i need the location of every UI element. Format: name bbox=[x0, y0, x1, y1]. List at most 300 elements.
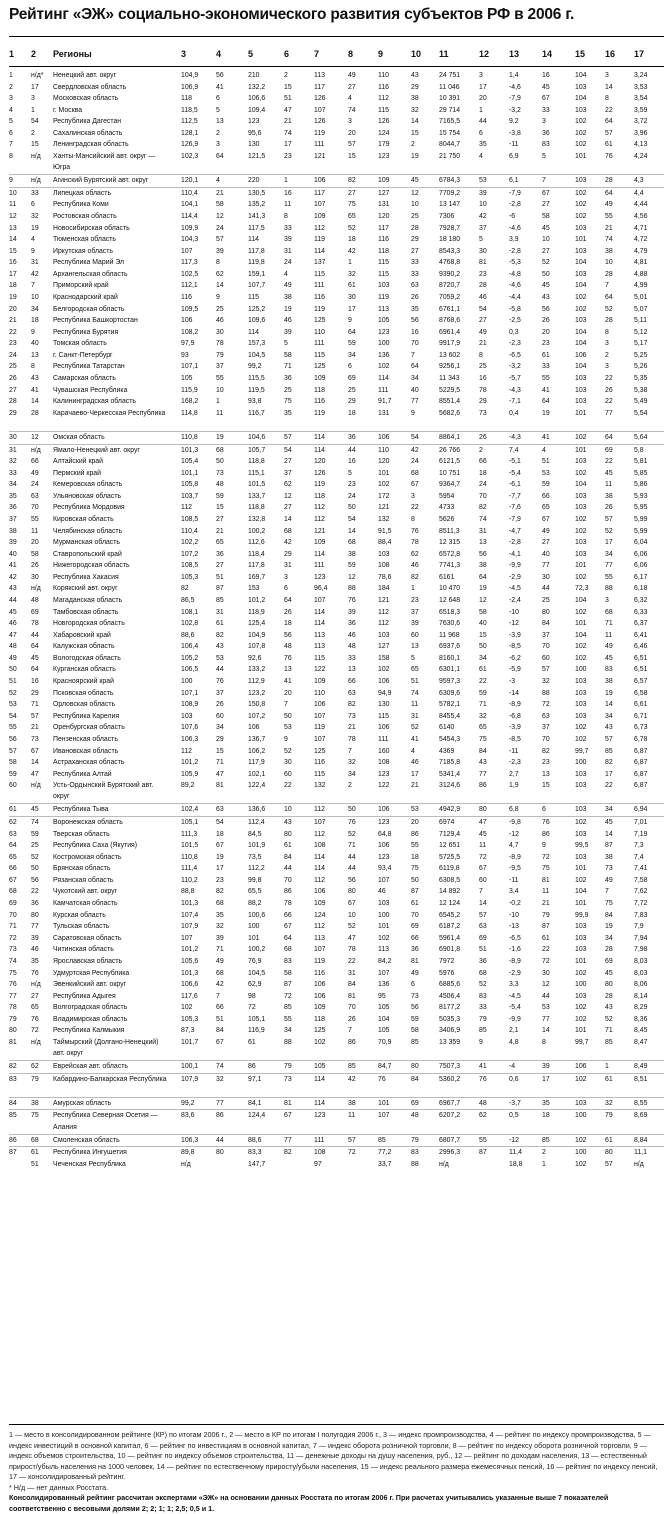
cell-investment-rank: 36 bbox=[284, 375, 292, 383]
cell-construction-index: 115 bbox=[378, 106, 389, 114]
cell-consolidated: 4,4 bbox=[634, 189, 644, 197]
cell-growth-rank: 52 bbox=[542, 259, 550, 267]
cell-retail-index: 106 bbox=[314, 177, 326, 185]
cell-construction-index: 114 bbox=[378, 375, 389, 383]
table-row bbox=[9, 361, 664, 373]
cell-investment-rank: 11 bbox=[284, 201, 292, 209]
cell-investment-rank: 27 bbox=[284, 504, 292, 512]
cell-income: 9364,7 bbox=[439, 481, 461, 489]
cell-construction-index: 101 bbox=[378, 923, 390, 931]
cell-construction-rank: 61 bbox=[411, 900, 419, 908]
cell-growth-rank: 53 bbox=[542, 469, 550, 477]
column-header-investment-rank: 6 bbox=[284, 49, 290, 59]
table-row bbox=[9, 863, 664, 875]
cell-pension-index: 103 bbox=[575, 946, 587, 954]
cell-consolidated: 7,9 bbox=[634, 923, 644, 931]
cell-investment-rank: 58 bbox=[284, 969, 292, 977]
cell-growth-rank: 83 bbox=[542, 141, 550, 149]
cell-pension-index: 102 bbox=[575, 1160, 587, 1168]
cell-investment-index: 115,1 bbox=[248, 469, 265, 477]
cell-retail-index: 123 bbox=[314, 573, 326, 581]
cell-income: 6518,3 bbox=[439, 608, 461, 616]
cell-pension-index: 100 bbox=[575, 981, 587, 989]
cell-industry-rank: 60 bbox=[216, 712, 224, 720]
cell-construction-index: 102 bbox=[378, 666, 390, 674]
cell-income: 6121,5 bbox=[439, 458, 461, 466]
cell-growth-rank: 27 bbox=[542, 539, 550, 547]
cell-construction-index: 106 bbox=[378, 678, 390, 686]
cell-pension-index: 101 bbox=[575, 409, 587, 417]
cell-construction-index: 103 bbox=[378, 631, 390, 639]
cell-industry-rank: 56 bbox=[216, 72, 224, 79]
cell-retail-rank: 67 bbox=[348, 900, 356, 908]
cell-construction-rank: 52 bbox=[411, 724, 419, 732]
cell-region: Карачаево-Черкесская Республика bbox=[53, 409, 166, 417]
cell-investment-index: 136,7 bbox=[248, 735, 266, 743]
cell-consolidated: 6,78 bbox=[634, 735, 648, 743]
cell-industry-rank: 50 bbox=[216, 458, 224, 466]
cell-industry-index: 110,2 bbox=[181, 876, 198, 884]
cell-half-year-rank: 55 bbox=[31, 515, 39, 523]
cell-rank: 16 bbox=[9, 259, 17, 267]
cell-retail-index: 112 bbox=[314, 876, 325, 884]
cell-industry-index: 101,1 bbox=[181, 469, 199, 477]
cell-pension-index: 103 bbox=[575, 247, 587, 255]
cell-construction-index: 113 bbox=[378, 946, 389, 954]
cell-pension-index: 103 bbox=[575, 224, 587, 232]
cell-industry-rank: 3 bbox=[216, 141, 220, 149]
cell-growth-rank: 5 bbox=[542, 153, 546, 161]
cell-rank: 55 bbox=[9, 724, 17, 732]
cell-natural-growth: -8,9 bbox=[509, 853, 521, 861]
table-row bbox=[9, 1014, 664, 1026]
cell-retail-index: 106 bbox=[314, 701, 326, 709]
cell-pension-index: 102 bbox=[575, 1075, 587, 1083]
cell-pension-index: 102 bbox=[575, 876, 587, 884]
cell-retail-rank: 27 bbox=[348, 189, 356, 197]
cell-investment-index: 100 bbox=[248, 923, 260, 931]
cell-construction-rank: 87 bbox=[411, 888, 419, 896]
cell-consolidated: 4,81 bbox=[634, 259, 648, 267]
cell-industry-rank: 35 bbox=[216, 911, 224, 919]
cell-pension-index: 103 bbox=[575, 701, 587, 709]
cell-pension-rank: 79 bbox=[605, 1112, 613, 1120]
cell-industry-rank: 51 bbox=[216, 1015, 224, 1023]
cell-retail-rank: 1 bbox=[348, 259, 352, 267]
cell-pension-rank: 64 bbox=[605, 118, 613, 126]
cell-retail-index: 114 bbox=[314, 247, 325, 255]
cell-construction-rank: 6 bbox=[411, 981, 415, 989]
cell-investment-rank: 66 bbox=[284, 911, 292, 919]
cell-industry-rank: 9 bbox=[216, 293, 220, 301]
column-header-industry-index: 3 bbox=[181, 49, 187, 59]
cell-region: Рязанская область bbox=[53, 876, 114, 884]
cell-construction-rank: 11 bbox=[411, 701, 419, 709]
cell-construction-index: 100 bbox=[378, 340, 390, 348]
cell-growth-rank: 57 bbox=[542, 666, 550, 674]
cell-pension-index: 102 bbox=[575, 201, 587, 209]
cell-region: Липецкая область bbox=[53, 189, 112, 197]
cell-industry-rank: 84 bbox=[216, 1027, 224, 1035]
cell-investment-rank: 67 bbox=[284, 1112, 292, 1120]
cell-income: 5976 bbox=[439, 969, 455, 977]
cell-industry-index: 112 bbox=[181, 504, 192, 512]
cell-rank: 80 bbox=[9, 1027, 17, 1035]
cell-retail-index: 107 bbox=[314, 735, 326, 743]
cell-income-rank: 68 bbox=[479, 969, 487, 977]
cell-construction-rank: 84 bbox=[411, 1075, 419, 1083]
table-row bbox=[9, 840, 664, 852]
cell-investment-rank: 82 bbox=[284, 1149, 292, 1157]
cell-investment-index: 147,7 bbox=[248, 1160, 266, 1168]
cell-construction-index: 64,8 bbox=[378, 830, 392, 838]
cell-industry-rank: 73 bbox=[216, 469, 224, 477]
cell-investment-index: 169,7 bbox=[248, 573, 266, 581]
cell-pension-rank: 57 bbox=[605, 515, 613, 523]
cell-pension-index: 103 bbox=[575, 770, 587, 778]
cell-consolidated: 6,87 bbox=[634, 759, 648, 767]
cell-pension-rank: 64 bbox=[605, 433, 613, 441]
cell-natural-growth: -4,3 bbox=[509, 433, 521, 441]
cell-income: 8864,1 bbox=[439, 433, 461, 441]
cell-industry-index: 101,3 bbox=[181, 446, 199, 454]
cell-investment-rank: 56 bbox=[284, 631, 292, 639]
cell-half-year-rank: н/д* bbox=[31, 72, 44, 79]
cell-industry-index: 112 bbox=[181, 747, 192, 755]
cell-investment-index: 99,8 bbox=[248, 876, 262, 884]
cell-rank: 44 bbox=[9, 597, 17, 605]
cell-natural-growth: -7,9 bbox=[509, 189, 521, 197]
cell-construction-index: 103 bbox=[378, 900, 390, 908]
cell-consolidated: 3,72 bbox=[634, 118, 648, 126]
table-row bbox=[9, 968, 664, 980]
cell-natural-growth: 4,7 bbox=[509, 842, 519, 850]
cell-investment-index: 101,5 bbox=[248, 481, 266, 489]
cell-region: Воронежская область bbox=[53, 819, 123, 826]
cell-construction-rank: 7 bbox=[411, 351, 415, 359]
cell-investment-index: 123,2 bbox=[248, 689, 266, 697]
cell-pension-index: 99,9 bbox=[575, 911, 589, 919]
cell-rank: 64 bbox=[9, 842, 17, 850]
cell-industry-rank: 17 bbox=[216, 865, 224, 873]
cell-retail-rank: 76 bbox=[348, 597, 356, 605]
cell-consolidated: 6,17 bbox=[634, 573, 648, 581]
cell-natural-growth: -1,6 bbox=[509, 946, 521, 954]
cell-pension-rank: 87 bbox=[605, 842, 613, 850]
cell-retail-rank: 65 bbox=[348, 212, 356, 220]
cell-construction-rank: 83 bbox=[411, 1149, 419, 1157]
cell-industry-rank: 29 bbox=[216, 735, 224, 743]
table-row bbox=[9, 607, 664, 619]
cell-income: 7709,2 bbox=[439, 189, 461, 197]
cell-consolidated: 11,1 bbox=[634, 1149, 647, 1157]
cell-rank: 24 bbox=[9, 351, 17, 359]
table-row bbox=[9, 933, 664, 945]
cell-rank: 26 bbox=[9, 375, 17, 383]
cell-retail-rank: 34 bbox=[348, 351, 356, 359]
cell-income: 5035,3 bbox=[439, 1015, 461, 1023]
cell-industry-rank: 43 bbox=[216, 643, 224, 651]
cell-region: Агинский Бурятский авт. округ bbox=[53, 177, 149, 185]
cell-region: Ленинградская область bbox=[53, 141, 129, 149]
cell-half-year-rank: 47 bbox=[31, 770, 39, 778]
cell-industry-index: 86,5 bbox=[181, 597, 195, 605]
cell-construction-index: 94,9 bbox=[378, 689, 392, 697]
cell-half-year-rank: 34 bbox=[31, 305, 39, 313]
cell-investment-rank: 1 bbox=[284, 177, 288, 185]
cell-rank: 17 bbox=[9, 270, 17, 278]
cell-retail-rank: 63 bbox=[348, 689, 356, 697]
cell-investment-rank: 34 bbox=[284, 1027, 292, 1035]
cell-industry-index: 107 bbox=[181, 934, 193, 942]
cell-industry-rank: 74 bbox=[216, 1063, 224, 1071]
cell-half-year-rank: 13 bbox=[31, 351, 39, 359]
cell-industry-index: 106,6 bbox=[181, 981, 199, 989]
cell-construction-rank: 8 bbox=[411, 515, 415, 523]
cell-retail-rank: 82 bbox=[348, 177, 356, 185]
cell-region: Чеченская Республика bbox=[53, 1160, 126, 1168]
cell-pension-rank: 64 bbox=[605, 189, 613, 197]
cell-region: Республика Северная Осетия — Алания bbox=[53, 1112, 158, 1131]
cell-consolidated: 6,51 bbox=[634, 654, 648, 662]
cell-construction-rank: 64 bbox=[411, 363, 419, 371]
cell-pension-rank: 32 bbox=[605, 1099, 613, 1107]
cell-investment-rank: 16 bbox=[284, 189, 292, 197]
cell-industry-index: 112,5 bbox=[181, 118, 198, 126]
cell-income-rank: 4 bbox=[479, 153, 483, 161]
cell-pension-rank: 61 bbox=[605, 141, 613, 149]
cell-industry-index: 105,2 bbox=[181, 654, 199, 662]
cell-investment-index: 65,5 bbox=[248, 888, 262, 896]
cell-industry-index: 114,8 bbox=[181, 409, 198, 417]
cell-half-year-rank: 74 bbox=[31, 819, 39, 826]
cell-retail-index: 102 bbox=[314, 1038, 326, 1046]
cell-retail-rank: 52 bbox=[348, 830, 356, 838]
cell-retail-index: 111 bbox=[314, 340, 325, 348]
cell-income: 4733 bbox=[439, 504, 455, 512]
cell-pension-index: 99,7 bbox=[575, 1038, 589, 1046]
cell-construction-index: 91,5 bbox=[378, 527, 392, 535]
cell-pension-index: 102 bbox=[575, 1136, 587, 1144]
cell-half-year-rank: 24 bbox=[31, 481, 39, 489]
cell-investment-rank: 37 bbox=[284, 469, 292, 477]
table-row bbox=[9, 292, 664, 304]
table-row bbox=[9, 653, 664, 665]
cell-rank: 46 bbox=[9, 620, 17, 628]
cell-construction-index: 101 bbox=[378, 1099, 390, 1107]
cell-investment-index: 125,2 bbox=[248, 305, 266, 313]
cell-investment-index: 135,2 bbox=[248, 201, 266, 209]
cell-construction-rank: 59 bbox=[411, 1015, 419, 1023]
cell-income: 7059,2 bbox=[439, 293, 461, 301]
cell-investment-rank: 23 bbox=[284, 153, 292, 161]
cell-half-year-rank: 58 bbox=[31, 550, 39, 558]
cell-growth-rank: 88 bbox=[542, 689, 550, 697]
cell-industry-index: 114,4 bbox=[181, 212, 198, 220]
cell-pension-rank: 82 bbox=[605, 759, 613, 767]
cell-retail-index: 114 bbox=[314, 433, 325, 441]
table-row bbox=[9, 338, 664, 350]
page-title: Рейтинг «ЭЖ» социально-экономического развития субъектов РФ в 2006 г. bbox=[9, 6, 575, 23]
cell-consolidated: 8,06 bbox=[634, 981, 648, 989]
cell-industry-rank: 15 bbox=[216, 747, 224, 755]
table-row bbox=[9, 688, 664, 700]
cell-consolidated: 4,72 bbox=[634, 236, 648, 244]
cell-region: Тюменская область bbox=[53, 236, 116, 244]
column-header-retail-index: 7 bbox=[314, 49, 320, 59]
cell-natural-growth: -0,2 bbox=[509, 900, 521, 908]
cell-region: Пензенская область bbox=[53, 735, 118, 743]
cell-income: 12 315 bbox=[439, 539, 461, 547]
cell-consolidated: 6,71 bbox=[634, 712, 648, 720]
cell-consolidated: 4,71 bbox=[634, 224, 648, 232]
cell-growth-rank: 37 bbox=[542, 631, 550, 639]
cell-natural-growth: -4,3 bbox=[509, 386, 521, 394]
cell-income-rank: 49 bbox=[479, 328, 487, 336]
cell-investment-index: 109,6 bbox=[248, 317, 266, 325]
cell-construction-rank: 76 bbox=[411, 527, 419, 535]
table-row bbox=[9, 676, 664, 688]
cell-retail-rank: 42 bbox=[348, 1075, 356, 1083]
cell-retail-index: 107 bbox=[314, 946, 326, 954]
cell-pension-rank: 22 bbox=[605, 782, 613, 790]
cell-half-year-rank: 64 bbox=[31, 666, 39, 674]
cell-investment-index: 136,6 bbox=[248, 806, 266, 814]
cell-region: Сахалинская область bbox=[53, 129, 123, 137]
cell-construction-index: 100 bbox=[378, 911, 390, 919]
cell-retail-rank: 49 bbox=[348, 72, 356, 79]
cell-natural-growth: -5,4 bbox=[509, 469, 521, 477]
cell-construction-index: 179 bbox=[378, 141, 390, 149]
cell-income: 5682,6 bbox=[439, 409, 461, 417]
cell-retail-rank: 15 bbox=[348, 153, 356, 161]
cell-rank: 52 bbox=[9, 689, 17, 697]
cell-pension-rank: 71 bbox=[605, 620, 613, 628]
cell-consolidated: 6,94 bbox=[634, 806, 648, 814]
cell-consolidated: 7,62 bbox=[634, 888, 648, 896]
cell-half-year-rank: 78 bbox=[31, 620, 39, 628]
cell-half-year-rank: 64 bbox=[31, 643, 39, 651]
cell-pension-rank: 3 bbox=[605, 340, 609, 348]
cell-retail-rank: 32 bbox=[348, 270, 356, 278]
cell-retail-index: 119 bbox=[314, 724, 325, 732]
cell-natural-growth: -9,9 bbox=[509, 1015, 521, 1023]
cell-pension-index: 103 bbox=[575, 317, 587, 325]
cell-investment-rank: 21 bbox=[284, 118, 292, 126]
cell-income-rank: 55 bbox=[479, 1136, 487, 1144]
cell-industry-rank: 18 bbox=[216, 830, 224, 838]
cell-retail-rank: 82 bbox=[348, 701, 356, 709]
cell-consolidated: 7,4 bbox=[634, 853, 644, 861]
cell-retail-rank: 61 bbox=[348, 282, 356, 290]
cell-industry-rank: 37 bbox=[216, 363, 224, 371]
table-row bbox=[9, 139, 664, 151]
cell-rank: 19 bbox=[9, 293, 17, 301]
cell-pension-rank: 43 bbox=[605, 724, 613, 732]
cell-pension-index: 102 bbox=[575, 515, 587, 523]
cell-region: Омская область bbox=[53, 433, 105, 441]
cell-retail-index: 111 bbox=[314, 1136, 325, 1144]
cell-investment-index: 112,4 bbox=[248, 819, 265, 826]
cell-income-rank: 35 bbox=[479, 141, 487, 149]
cell-growth-rank: 44 bbox=[542, 992, 550, 1000]
cell-rank: 36 bbox=[9, 504, 17, 512]
cell-income: 8455,4 bbox=[439, 712, 461, 720]
cell-construction-index: 120 bbox=[378, 458, 390, 466]
column-header-growth-rank: 14 bbox=[542, 49, 553, 59]
cell-construction-rank: 70 bbox=[411, 911, 419, 919]
cell-industry-rank: 19 bbox=[216, 853, 224, 861]
column-header-natural-growth: 13 bbox=[509, 49, 520, 59]
cell-industry-rank: 51 bbox=[216, 573, 224, 581]
cell-retail-rank: 68 bbox=[348, 539, 356, 547]
cell-rank: 47 bbox=[9, 631, 17, 639]
cell-investment-rank: 74 bbox=[284, 129, 292, 137]
cell-investment-rank: 47 bbox=[284, 106, 292, 114]
cell-retail-rank: 11 bbox=[348, 1112, 356, 1120]
cell-industry-index: 107,2 bbox=[181, 550, 199, 558]
cell-industry-index: 106,3 bbox=[181, 1136, 199, 1144]
cell-investment-index: 116,7 bbox=[248, 409, 265, 417]
cell-rank: 86 bbox=[9, 1136, 17, 1144]
cell-retail-rank: 4 bbox=[348, 95, 352, 103]
cell-construction-index: 108 bbox=[378, 562, 390, 570]
cell-construction-rank: 46 bbox=[411, 562, 419, 570]
cell-region: Кабардино-Балкарская Республика bbox=[53, 1075, 167, 1083]
cell-pension-rank: 28 bbox=[605, 270, 613, 278]
cell-half-year-rank: 75 bbox=[31, 1112, 39, 1120]
cell-income-rank: 73 bbox=[479, 409, 487, 417]
cell-rank: 10 bbox=[9, 189, 17, 197]
cell-half-year-rank: 70 bbox=[31, 504, 39, 512]
cell-investment-rank: 42 bbox=[284, 539, 292, 547]
cell-income-rank: 86 bbox=[479, 782, 487, 790]
cell-income-rank: 70 bbox=[479, 492, 487, 500]
method-note: Консолидированный рейтинг рассчитан экспертами «ЭЖ» на основании данных Росстата по итогам 2006 г. При расчетах учитывались указанные выше 7 показателей соответственно с весовыми долями 2; 2; 1; 1; 2,5; 0,5 и 1. bbox=[9, 1493, 609, 1513]
cell-investment-index: 117,9 bbox=[248, 759, 265, 767]
cell-industry-rank: 55 bbox=[216, 375, 224, 383]
cell-consolidated: 5,26 bbox=[634, 363, 648, 371]
cell-investment-index: 104,6 bbox=[248, 433, 266, 441]
cell-half-year-rank: 38 bbox=[31, 1099, 39, 1107]
cell-industry-index: 108,2 bbox=[181, 328, 199, 336]
table-row bbox=[9, 1159, 664, 1171]
cell-half-year-rank: 43 bbox=[31, 375, 39, 383]
cell-industry-index: 105,4 bbox=[181, 458, 199, 466]
cell-rank: 9 bbox=[9, 177, 13, 185]
cell-rank: 7 bbox=[9, 141, 13, 149]
cell-income-rank: 75 bbox=[479, 735, 487, 743]
cell-construction-index: 123 bbox=[378, 770, 390, 778]
cell-industry-index: 101,3 bbox=[181, 900, 199, 908]
cell-retail-index: 115 bbox=[314, 270, 325, 278]
cell-investment-rank: 38 bbox=[284, 293, 292, 301]
cell-investment-index: 112,6 bbox=[248, 539, 265, 547]
cell-half-year-rank: 33 bbox=[31, 189, 39, 197]
cell-investment-index: 125,4 bbox=[248, 620, 266, 628]
cell-rank: 1 bbox=[9, 72, 13, 79]
table-row bbox=[9, 468, 664, 480]
cell-industry-index: 117,6 bbox=[181, 992, 198, 1000]
cell-industry-index: 110,4 bbox=[181, 527, 198, 535]
cell-half-year-rank: 18 bbox=[31, 317, 39, 325]
cell-half-year-rank: 7 bbox=[31, 282, 35, 290]
cell-retail-index: 109 bbox=[314, 1004, 326, 1012]
cell-retail-rank: 50 bbox=[348, 806, 356, 814]
cell-retail-index: 114 bbox=[314, 608, 325, 616]
cell-investment-index: 107,2 bbox=[248, 712, 266, 720]
cell-rank: 48 bbox=[9, 643, 17, 651]
